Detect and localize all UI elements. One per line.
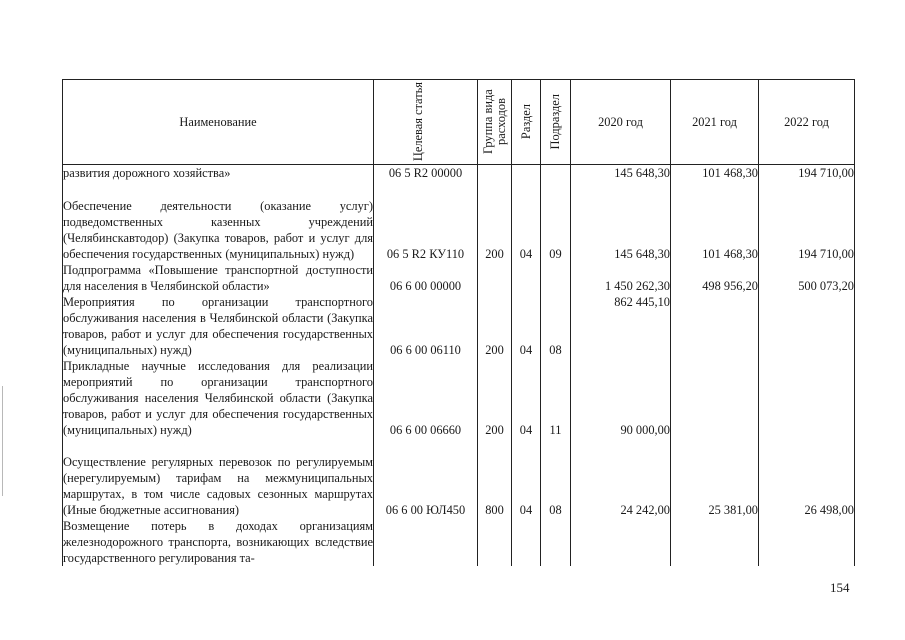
row-group: 200 xyxy=(478,358,512,438)
row-group: 200 xyxy=(478,182,512,262)
row-2020 xyxy=(571,518,671,566)
row-subsection xyxy=(541,165,571,182)
row-section: 04 xyxy=(512,438,541,518)
row-group xyxy=(478,165,512,182)
row-2021 xyxy=(671,294,759,358)
header-section-label: Раздел xyxy=(518,104,533,140)
row-name: развития дорожного хозяйства» xyxy=(63,165,374,182)
header-section xyxy=(512,80,541,165)
scan-artifact-line xyxy=(2,386,3,496)
row-group xyxy=(478,518,512,566)
row-section xyxy=(512,518,541,566)
table-row xyxy=(63,438,855,518)
row-code: 06 6 00 ЮЛ450 xyxy=(374,438,478,518)
row-code: 06 5 R2 00000 xyxy=(374,165,478,182)
row-2020: 145 648,30 xyxy=(571,165,671,182)
row-2022 xyxy=(759,294,855,358)
table-row xyxy=(63,165,855,182)
row-2022: 194 710,00 xyxy=(759,165,855,182)
header-expense-group xyxy=(478,80,512,165)
table-header-row xyxy=(63,80,855,165)
row-2021 xyxy=(671,358,759,438)
header-subsection xyxy=(541,80,571,165)
row-2022: 26 498,00 xyxy=(759,438,855,518)
row-group: 200 xyxy=(478,294,512,358)
row-code xyxy=(374,518,478,566)
row-name: Обеспечение деятельности (оказание услуг) подведомственных казенных учреждений (Челябинскавтодор) (Закупка товаров, работ и услуг для обеспечения государственных (муниципальных) нужд) xyxy=(63,182,374,262)
row-subsection xyxy=(541,262,571,294)
row-name: Осуществление регулярных перевозок по регулируемым (нерегулируемым) тарифам на межмуниципальных маршрутах, в том числе садовых сезонных маршрутах (Иные бюджетные ассигнования) xyxy=(63,438,374,518)
row-section: 04 xyxy=(512,182,541,262)
row-group xyxy=(478,262,512,294)
header-name: Наименование xyxy=(63,80,374,165)
row-subsection xyxy=(541,518,571,566)
table-row xyxy=(63,262,855,294)
row-section xyxy=(512,165,541,182)
row-2020: 1 450 262,30 xyxy=(571,262,671,294)
row-2022 xyxy=(759,358,855,438)
header-2021: 2021 год xyxy=(671,80,759,165)
header-expense-group-label: Группа вида расходов xyxy=(480,89,508,155)
row-name: Возмещение потерь в доходах организациям железнодорожного транспорта, возникающих вследствие государственного регулирования та- xyxy=(63,518,373,565)
table-row xyxy=(63,182,855,262)
header-target-article xyxy=(374,80,478,165)
budget-table xyxy=(62,79,855,566)
header-target-article-label: Целевая статья xyxy=(410,82,425,162)
table-row xyxy=(63,518,855,566)
row-subsection: 09 xyxy=(541,182,571,262)
row-2021: 498 956,20 xyxy=(671,262,759,294)
row-2021 xyxy=(671,518,759,566)
header-2020: 2020 год xyxy=(571,80,671,165)
row-subsection: 08 xyxy=(541,294,571,358)
row-code: 06 5 R2 КУ110 xyxy=(374,182,478,262)
row-2022 xyxy=(759,518,855,566)
header-2022: 2022 год xyxy=(759,80,855,165)
row-section xyxy=(512,262,541,294)
row-code: 06 6 00 06110 xyxy=(374,294,478,358)
row-2021: 101 468,30 xyxy=(671,165,759,182)
row-2021: 25 381,00 xyxy=(671,438,759,518)
row-name: Прикладные научные исследования для реализации мероприятий по организации транспортного обслуживания населения Челябинской области (Закупка товаров, работ и услуг для обеспечения государственных (муниципальных) нужд) xyxy=(63,358,373,437)
row-name: Подпрограмма «Повышение транспортной доступности для населения в Челябинской области» xyxy=(63,262,373,293)
page-number: 154 xyxy=(830,580,850,595)
row-2020: 90 000,00 xyxy=(571,358,671,438)
row-section: 04 xyxy=(512,294,541,358)
row-section: 04 xyxy=(512,358,541,438)
table-row xyxy=(63,358,855,438)
table-row xyxy=(63,294,855,358)
header-subsection-label: Подраздел xyxy=(548,94,562,150)
row-code: 06 6 00 06660 xyxy=(374,358,478,438)
row-subsection: 08 xyxy=(541,438,571,518)
row-2022: 194 710,00 xyxy=(759,182,855,262)
row-2020: 24 242,00 xyxy=(571,438,671,518)
row-group: 800 xyxy=(478,438,512,518)
row-code: 06 6 00 00000 xyxy=(374,262,478,294)
row-2022: 500 073,20 xyxy=(759,262,855,294)
row-name: Мероприятия по организации транспортного обслуживания населения в Челябинской области (Закупка товаров, работ и услуг для обеспечения государственных (муниципальных) нужд) xyxy=(63,294,373,357)
row-2020: 862 445,10 xyxy=(571,294,671,358)
row-2021: 101 468,30 xyxy=(671,182,759,262)
row-2020: 145 648,30 xyxy=(571,182,671,262)
row-subsection: 11 xyxy=(541,358,571,438)
